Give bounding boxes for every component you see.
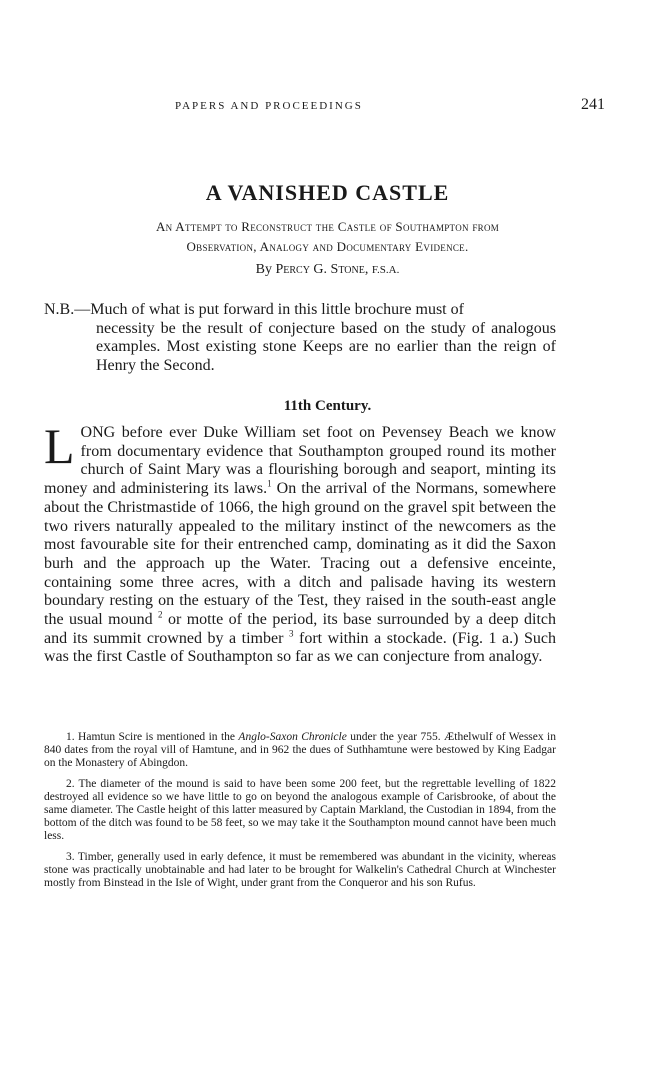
footnote-1-italic: Anglo-Saxon Chronicle [238,731,347,743]
article-subtitle [40,217,615,257]
running-head: PAPERS AND PROCEEDINGS [175,100,363,112]
article-title: A VANISHED CASTLE [205,180,450,205]
page-header [45,96,605,122]
footnote-ref-2[interactable]: 2 [158,609,163,620]
author-postnominal: F.S.A. [371,264,400,276]
author-name: Percy G. Stone [275,262,365,277]
footnote-1 [44,731,556,771]
byline: By Percy G. Stone, F.S.A. [255,262,400,277]
subtitle-line-1: An Attempt to Reconstruct the Castle of Southampton from [155,219,500,234]
nb-note-lead: N.B.—Much of what is put forward in this little brochure must of [44,301,464,318]
page-number: 241 [581,96,605,113]
footnote-2: 2. The diameter of the mound is said to have been some 200 feet, but the regrettable levelling of 1822 destroyed all evidence so we have little to go on beyond the analogous example of Carisbrooke, of about the same diameter. The Castle height of this latter measured by Captain Markland, the Custodian in 1894, from the bottom of the ditch was found to be 58 feet, so we may take it the Southampton mound cannot have been much less. [44,777,556,843]
nb-note-rest: necessity be the result of conjecture based on the study of analogous examples. Most existing stone Keeps are no earlier than the reign of Henry the Second. [96,319,556,374]
section-heading: 11th Century. [283,398,372,414]
subtitle-line-2: Observation, Analogy and Documentary Evidence. [186,239,469,254]
footnotes [44,731,556,897]
body-text-part-c: or motte of the period, its base surrounded by a deep ditch and its summit crowned by a timber [44,611,557,647]
footnote-3: 3. Timber, generally used in early defence, it must be remembered was abundant in the vicinity, whereas stone was practically unobtainable and had later to be brought for Walkelin's Cathedral Church at Winchester mostly from Binstead in the Isle of Wight, under grant from the Conqueror and his son Rufus. [44,850,556,890]
footnote-1-text-a: 1. Hamtun Scire is mentioned in the [66,731,239,743]
body-paragraph [44,418,557,667]
footnote-ref-3[interactable]: 3 [288,628,294,639]
body-text-part-a: ONG before ever Duke William set foot on Pevensey Beach we know from documentary evidence that Southampton grouped round its mother church of Saint Mary was a flourishing borough and seaport, minting its money and administering its laws. [44,424,556,498]
nb-note [44,301,556,375]
byline-prefix: By [255,262,272,277]
drop-cap: L [44,418,75,474]
body-text-part-d: fort within a stockade. (Fig. 1 a.) Such was the first Castle of Southampton so far as we can conjecture from analogy. [44,629,556,666]
footnote-ref-1[interactable]: 1 [267,478,272,489]
footnote-1-text-b: under the year 755. Æthelwulf of Wessex in 840 dates from the royal vill of Hamtune, and in 962 the dues of Suthhamtune were bestowed by King Eadgar on the Monastery of Abingdon. [44,731,556,770]
body-text-part-b: On the arrival of the Normans, somewhere about the Christmastide of 1066, the high ground on the gravel spit between the two rivers naturally appealed to the military instinct of the newcomers as the most favourable site for their entrenched camp, dominating as it did the Saxon burh and the approach up the Water. Tracing out a defensive enceinte, containing some three acres, with a ditch and palisade having its western boundary resting on the estuary of the Test, they raised in the south-east angle the usual mound [44,480,556,629]
